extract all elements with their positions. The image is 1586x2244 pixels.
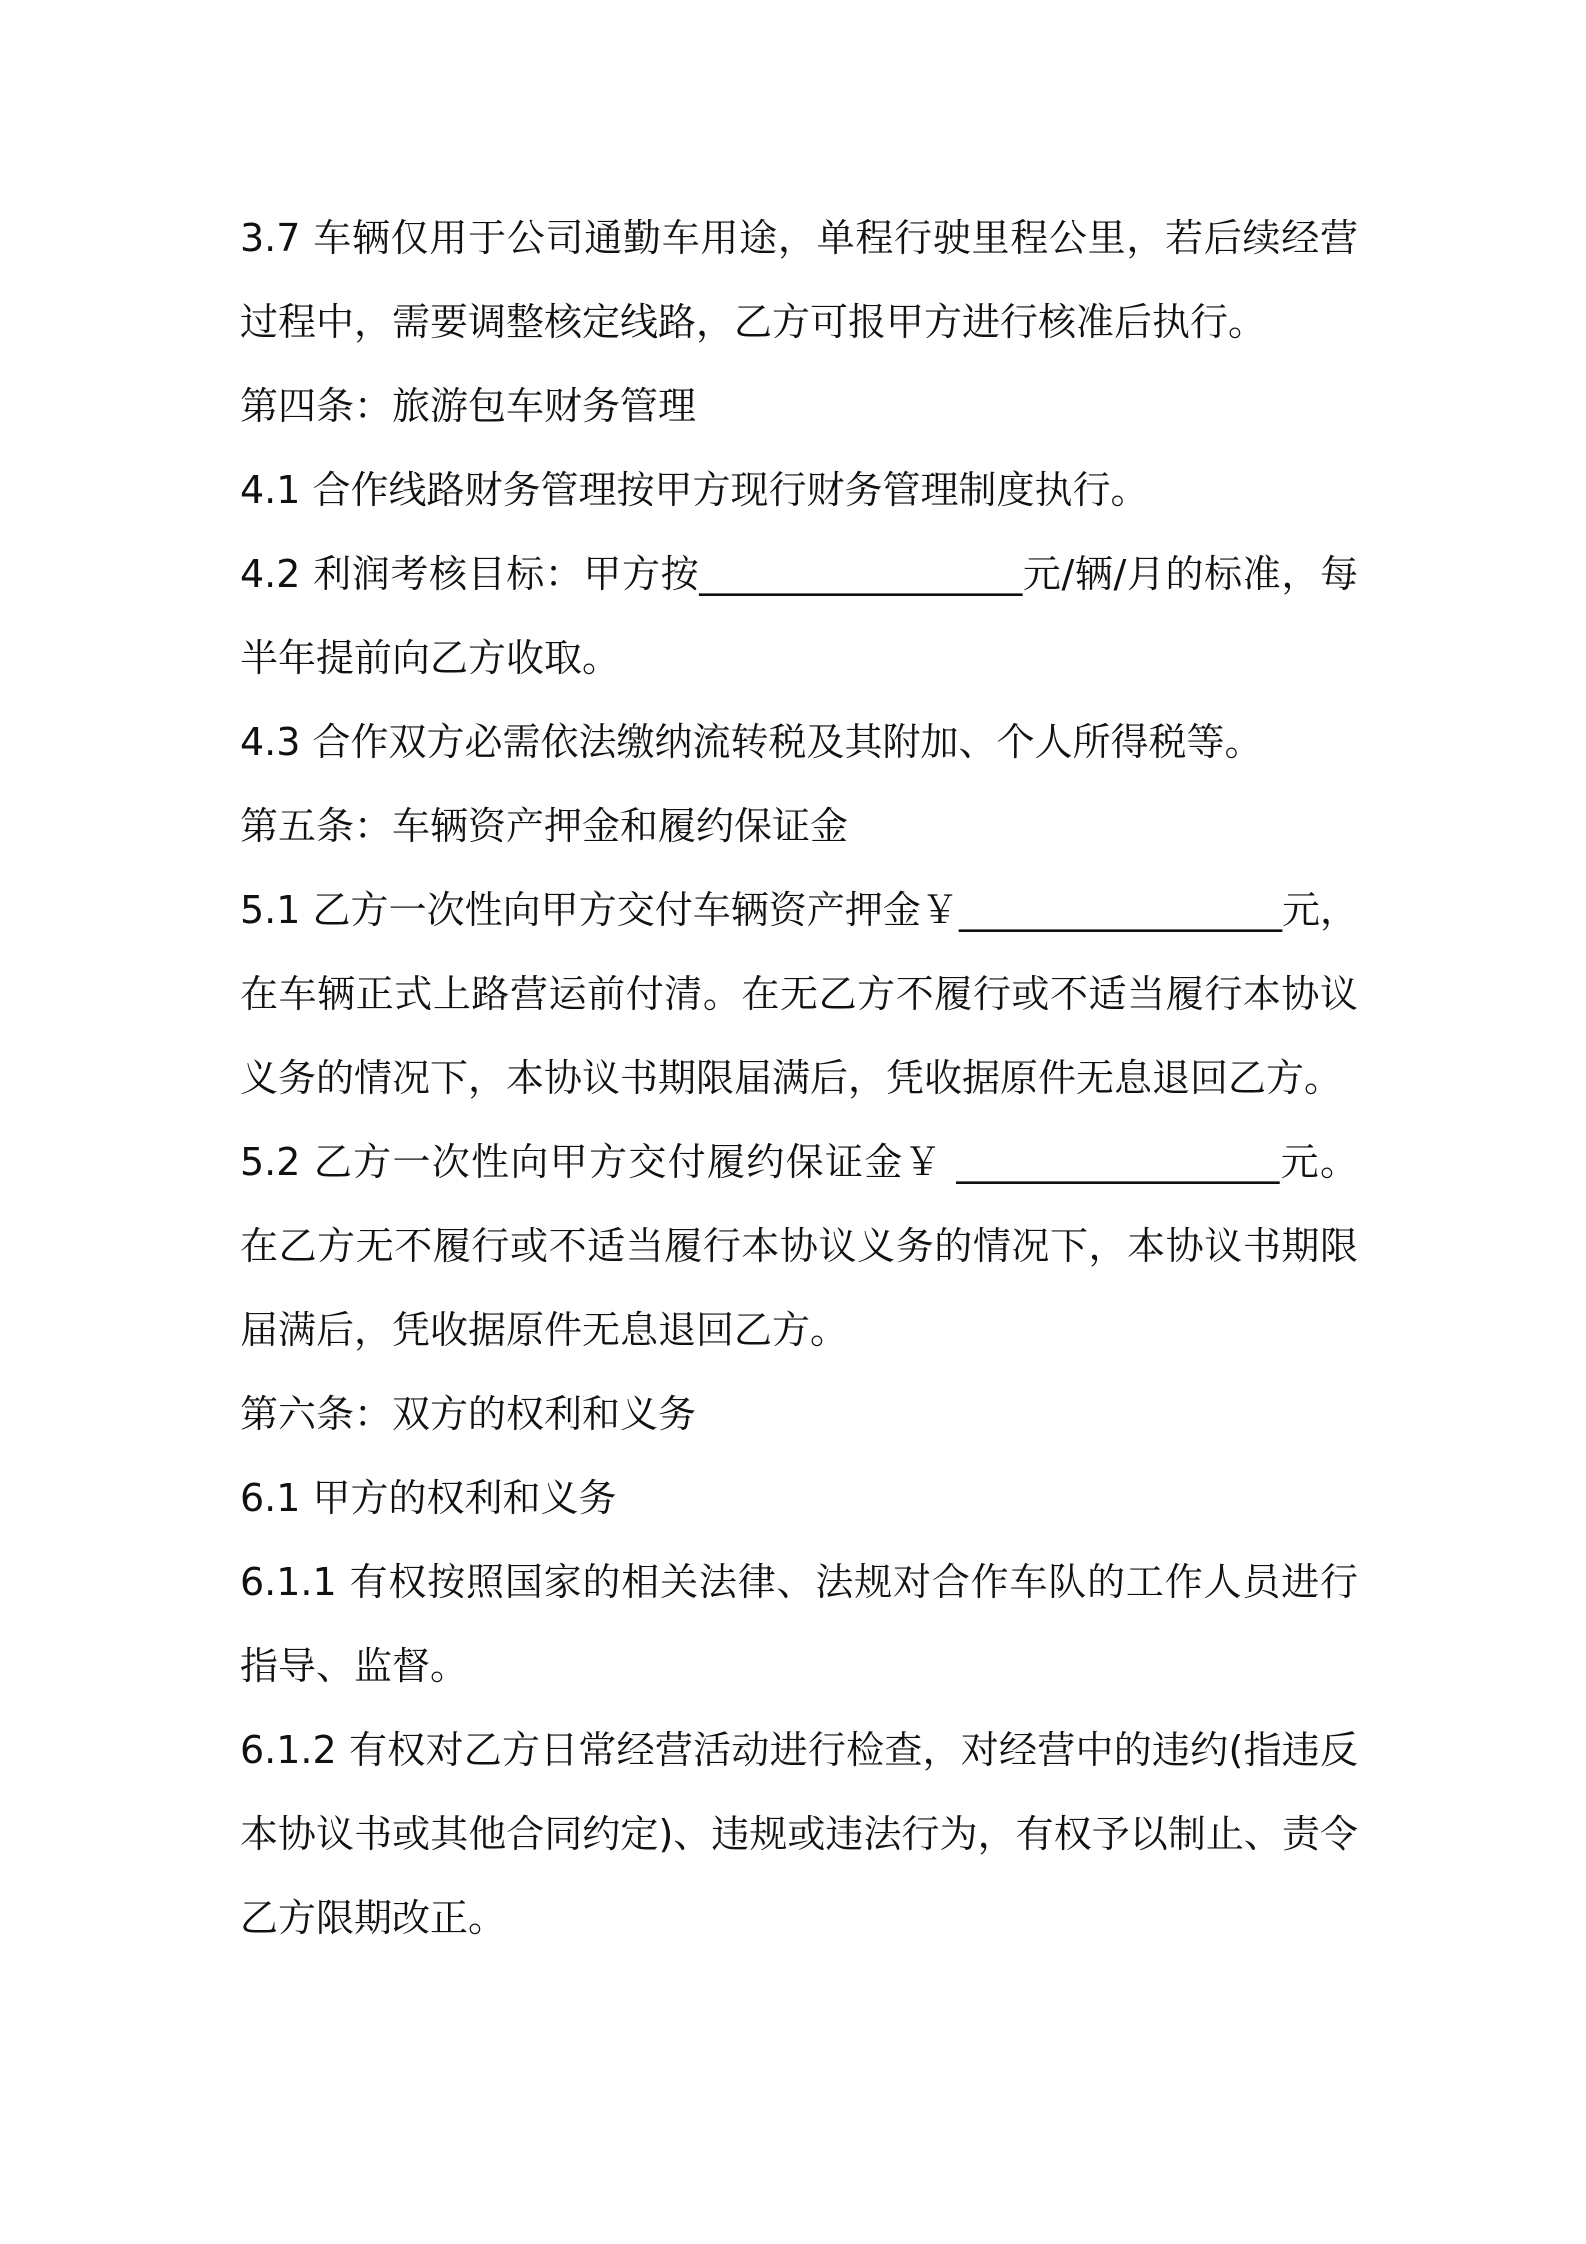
clause-4-3: 4.3 合作双方必需依法缴纳流转税及其附加、个人所得税等。 bbox=[240, 720, 1263, 764]
clause-6-1-1: 6.1.1 有权按照国家的相关法律、法规对合作车队的工作人员进行指导、监督。 bbox=[240, 1560, 1358, 1688]
document-body bbox=[240, 196, 1358, 1960]
article-6-heading: 第六条：双方的权利和义务 bbox=[240, 1392, 697, 1436]
article-5-heading: 第五条：车辆资产押金和履约保证金 bbox=[240, 804, 849, 848]
clause-5-2: 5.2 乙方一次性向甲方交付履约保证金￥ _________________元。在乙方无不履行或不适当履行本协议义务的情况下，本协议书期限届满后，凭收据原件无息退回乙方。 bbox=[240, 1140, 1358, 1352]
clause-4-1: 4.1 合作线路财务管理按甲方现行财务管理制度执行。 bbox=[240, 468, 1149, 512]
clause-5-1: 5.1 乙方一次性向甲方交付车辆资产押金￥_________________元，在车辆正式上路营运前付清。在无乙方不履行或不适当履行本协议义务的情况下，本协议书期限届满后，凭收据原件无息退回乙方。 bbox=[240, 888, 1358, 1100]
article-4-heading: 第四条：旅游包车财务管理 bbox=[240, 384, 697, 428]
clause-4-2: 4.2 利润考核目标：甲方按_________________元/辆/月的标准，每半年提前向乙方收取。 bbox=[240, 552, 1358, 680]
clause-6-1-2: 6.1.2 有权对乙方日常经营活动进行检查，对经营中的违约(指违反本协议书或其他合同约定)、违规或违法行为，有权予以制止、责令乙方限期改正。 bbox=[240, 1728, 1358, 1940]
clause-3-7: 3.7 车辆仅用于公司通勤车用途，单程行驶里程公里，若后续经营过程中，需要调整核定线路，乙方可报甲方进行核准后执行。 bbox=[240, 216, 1358, 344]
clause-6-1: 6.1 甲方的权利和义务 bbox=[240, 1476, 617, 1520]
